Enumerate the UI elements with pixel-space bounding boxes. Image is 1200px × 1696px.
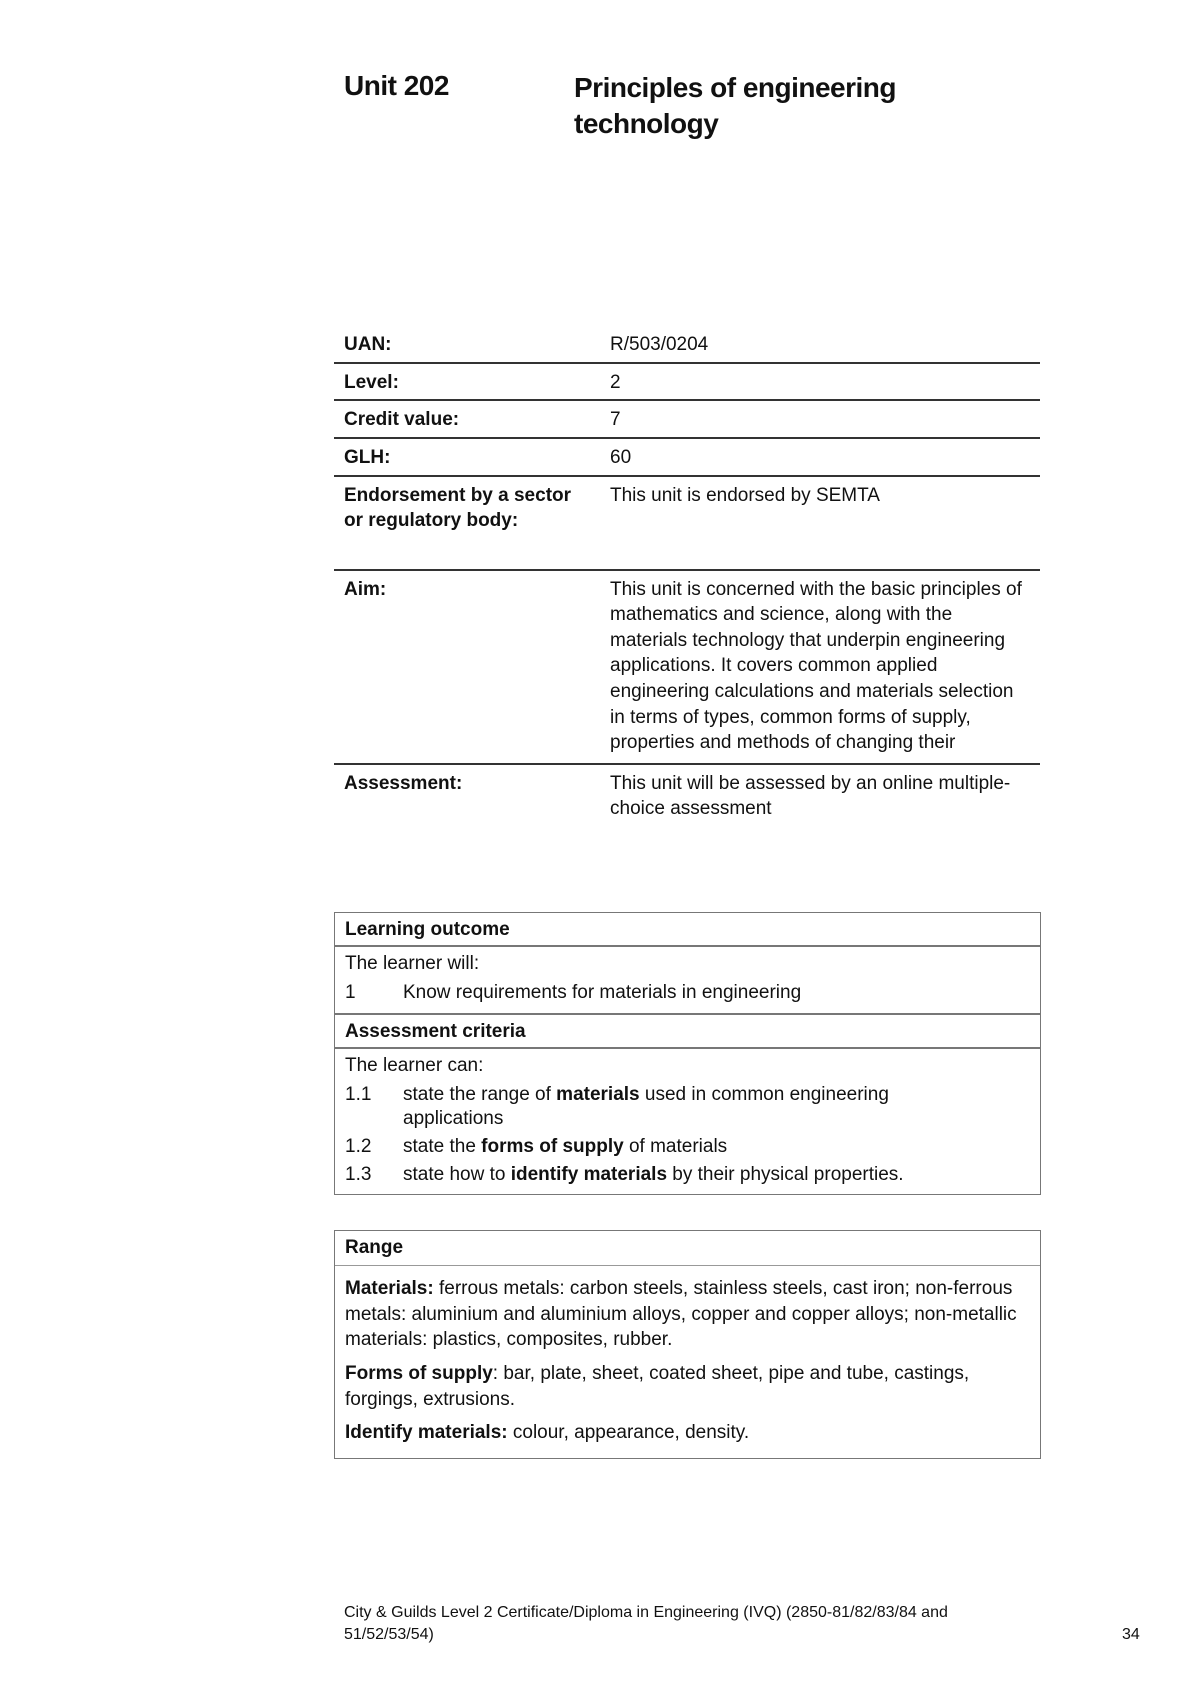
range-item-identify-materials: Identify materials: colour, appearance, density. <box>345 1422 750 1444</box>
outcome-number: 1 <box>345 982 356 1003</box>
criteria-number: 1.1 <box>345 1083 372 1105</box>
aim-text: This unit is concerned with the basic principles of mathematics and science, along with the materials technology that underpin engineering applications. It covers common applied engineering calculations and materials selection in terms of types, common forms of supply, properties and methods of changing their <box>610 578 1022 754</box>
learning-outcome-intro: The learner will: <box>345 953 480 974</box>
assessment-value: This unit will be assessed by an online multiple-choice assessment <box>610 772 1011 820</box>
glh-label: GLH: <box>334 438 586 476</box>
assessment-criteria-section <box>335 1049 1040 1195</box>
outcome-text: Know requirements for materials in engineering <box>403 982 802 1003</box>
range-body <box>335 1266 1040 1458</box>
unit-number: Unit 202 <box>344 70 449 101</box>
range-box <box>334 1230 1041 1459</box>
learning-outcome-item <box>345 981 1030 1006</box>
glh-row <box>334 438 1040 476</box>
criteria-text: state the range of materials used in common engineering applications <box>403 1083 889 1130</box>
assessment-criteria-heading: Assessment criteria <box>335 1015 1040 1049</box>
assessment-criteria-intro: The learner can: <box>345 1054 484 1076</box>
criteria-number: 1.2 <box>345 1136 372 1158</box>
footer-text: City & Guilds Level 2 Certificate/Diploma in Engineering (IVQ) (2850-81/82/83/84 and 51/52/53/54) <box>344 1604 948 1643</box>
learning-outcome-heading: Learning outcome <box>335 913 1040 947</box>
credit-row <box>334 400 1040 438</box>
unit-title: Principles of engineering technology <box>574 72 897 140</box>
criteria-text: state the forms of supply of materials <box>403 1136 728 1158</box>
level-value: 2 <box>586 363 1040 401</box>
criteria-item <box>345 1135 1030 1160</box>
endorsement-label: Endorsement by a sector or regulatory body: <box>334 476 586 570</box>
credit-value: 7 <box>586 400 1040 438</box>
endorsement-value: This unit is endorsed by SEMTA <box>586 476 1040 570</box>
uan-row <box>334 326 1040 363</box>
range-heading: Range <box>335 1231 1040 1266</box>
aim-label: Aim: <box>334 570 586 764</box>
learning-outcome-section <box>335 947 1040 1015</box>
criteria-item <box>345 1163 1030 1188</box>
level-label: Level: <box>334 363 586 401</box>
learning-outcome-box <box>334 912 1041 1195</box>
unit-info-table <box>334 326 1040 826</box>
page-number: 34 <box>1122 1626 1140 1643</box>
criteria-item <box>345 1083 1030 1132</box>
range-item-forms-of-supply: Forms of supply: bar, plate, sheet, coated sheet, pipe and tube, castings, forgings, extrusions. <box>345 1362 970 1410</box>
level-row <box>334 363 1040 401</box>
range-item-materials: Materials: ferrous metals: carbon steels, stainless steels, cast iron; non-ferrous metals: aluminium and aluminium alloys, copper and copper alloys; non-metallic materials: plastics, composites, rubber. <box>345 1278 1017 1351</box>
aim-row <box>334 570 1040 764</box>
uan-label: UAN: <box>334 326 586 363</box>
uan-value: R/503/0204 <box>586 326 1040 363</box>
credit-label: Credit value: <box>334 400 586 438</box>
glh-value: 60 <box>586 438 1040 476</box>
assessment-row <box>334 764 1040 826</box>
criteria-text: state how to identify materials by their physical properties. <box>403 1163 904 1185</box>
assessment-label: Assessment: <box>344 772 463 794</box>
aim-value <box>586 570 1040 764</box>
endorsement-row <box>334 476 1040 570</box>
criteria-number: 1.3 <box>345 1163 372 1185</box>
